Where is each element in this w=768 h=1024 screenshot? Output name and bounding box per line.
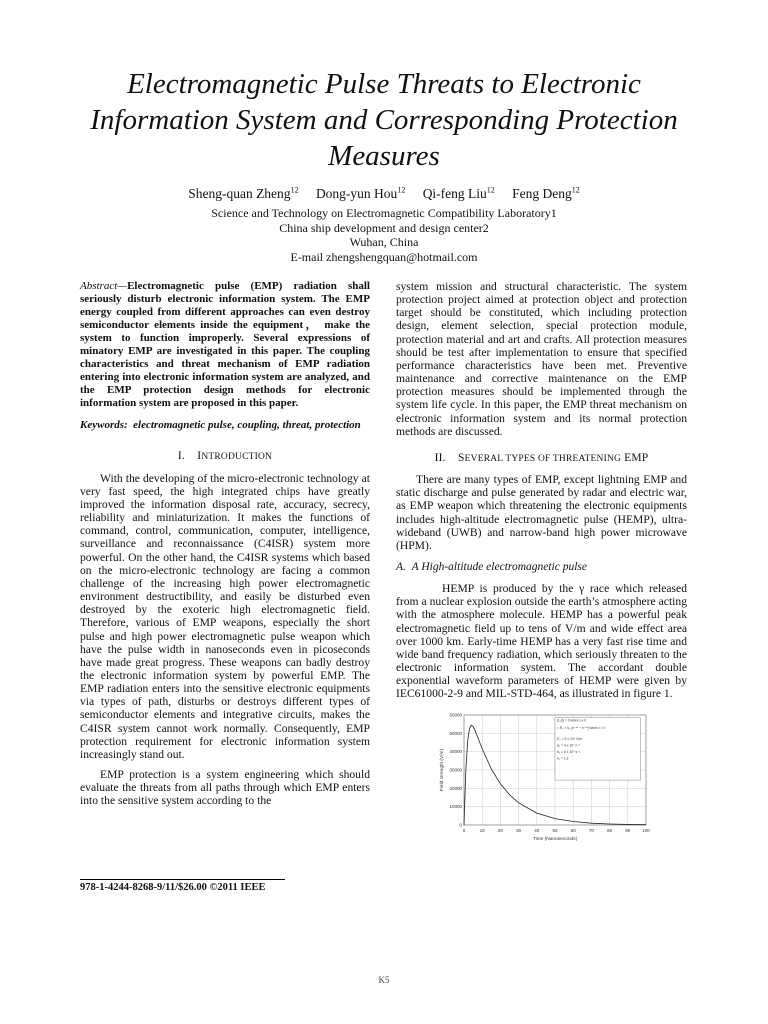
footnote-rule	[80, 879, 285, 880]
author: Sheng-quan Zheng$^{12}$	[188, 185, 299, 201]
page-number: K5	[378, 975, 390, 985]
paragraph: With the developing of the micro-electronic technology at very fast speed, the high integrated chips have greatly improved the information disposal rate, accuracy, secrecy, reliability and miniaturization. It makes the functions of command, control, communication, computer, intelligence, surveillance and reconnaissance (C4ISR) system more powerful. On the other hand, the C4ISR systems which based on the micro-electronic technology are facing a common challenge of the increasing high power electromagnetic environment destructibility, and easily be disturbed even destroyed by the exoteric high electromagnetic field. Therefore, various of EMP weapons, especially the short pulse and high power electromagnetic pulse weapon which have the pulse width in nanoseconds even in picoseconds have made great progress. These weapons can badly destroy the electronic information system by powerful EMP. The EMP radiation enters into the sensitive electronic equipments via types of path, disturbs or destroys different types of semiconductor elements and integrative circuits, makes the C4ISR system cannot work normally. Consequently, EMP protection requirement for electronic information system increasingly stand out.	[80, 471, 370, 761]
y-axis-label: Field strength (V/m)	[440, 748, 445, 791]
affiliation-line: China ship development and design center2	[279, 220, 489, 235]
x-tick-label: 50	[552, 827, 558, 833]
y-tick-label: 60000	[449, 712, 462, 718]
author-list	[60, 186, 708, 202]
x-tick-label: 60	[570, 827, 576, 833]
equation-text: = E₀ × k₁ (e⁻ᵃᵗ − e⁻ᵇᵗ) when t > 0	[557, 725, 606, 730]
y-tick-label: 40000	[449, 748, 462, 754]
paragraph: There are many types of EMP, except lightning EMP and static discharge and pulse generated by radar and electric war, as EMP weapon which threatening the electronic equipments includes high-altitude electromagnetic pulse (HEMP), ultra-wideband (UWB) and narrow-band high power microwave (HPM).	[396, 473, 687, 552]
y-tick-label: 30000	[449, 767, 462, 773]
paper-title: Electromagnetic Pulse Threats to Electronic Information System and Corresponding Protection Measures	[90, 68, 678, 172]
paragraph: HEMP is produced by the γ race which released from a nuclear explosion outside the earth’s atmosphere acting with the atmosphere molecule. HEMP has a powerful peak electromagnetic field up to tens of V/m and wide effect area over 1000 km. Early-time HEMP has a very fast rise time and wide band frequency radiation, which seriously threaten to the electronic information system. The accordant double exponential waveform parameters of HEMP were given by IEC61000-2-9 and MIL-STD-464, as illustrated in figure 1.	[396, 582, 687, 701]
author: Dong-yun Hou$^{12}$	[315, 185, 406, 201]
x-tick-label: 100	[642, 827, 650, 833]
x-tick-label: 10	[479, 827, 485, 833]
author: Qi-feng Liu$^{12}$	[422, 185, 495, 201]
x-tick-label: 90	[625, 827, 631, 833]
affiliation-block	[60, 206, 708, 264]
y-tick-label: 0	[459, 822, 462, 828]
keywords: Keywords: electromagnetic pulse, coupling, threat, protection	[80, 419, 361, 432]
section-heading-threat-types: II. SEVERAL TYPES OF THREATENING EMP	[434, 451, 649, 464]
hemp-waveform-chart	[434, 709, 654, 844]
equation-text: b₁ = 6 x 10⁸ s⁻¹	[557, 749, 581, 754]
hemp-waveform-figure	[434, 709, 654, 844]
affiliation-email: E-mail zhengshengquan@hotmail.com	[290, 249, 478, 264]
x-tick-label: 40	[534, 827, 540, 833]
left-column	[80, 280, 370, 808]
author: Feng Deng$^{12}$	[512, 185, 580, 201]
right-column	[396, 280, 687, 844]
subsection-heading-hemp: A. A High-altitude electromagnetic pulse	[396, 560, 587, 573]
affiliation-line: Wuhan, China	[349, 235, 419, 249]
x-tick-label: 0	[462, 827, 466, 833]
x-tick-label: 20	[497, 827, 503, 833]
equation-text: a₁ = 4 x 10⁷ s⁻¹	[557, 742, 580, 747]
section-heading-introduction: I. INTRODUCTION	[177, 450, 273, 463]
x-tick-label: 80	[607, 827, 613, 833]
x-tick-label: 30	[516, 827, 522, 833]
equation-text: E₀ = 5 x 10⁴ V/m	[557, 736, 583, 741]
x-tick-label: 70	[588, 827, 594, 833]
equation-text: E₀(t) = 0 when t ≤ 0	[557, 718, 587, 723]
affiliation-line: Science and Technology on Electromagnetic Compatibility Laboratory1	[211, 206, 557, 220]
paragraph: system mission and structural characteristic. The system protection project aimed at protection object and protection target should be constituted, which including protection design, element selection, special protection module, protection material and art and crafts. All protection measures should be test after implementation to ensure that specified performance characteristics have been met. Preventive maintenance and corrective maintenance on the EMP protection measures should be implemented through the system life cycle. In this paper, the EMP threat mechanism on electronic information system and its normal protection methods are discussed.	[396, 280, 687, 438]
y-tick-label: 50000	[449, 730, 462, 736]
y-tick-label: 10000	[449, 803, 462, 809]
copyright-line: 978-1-4244-8268-9/11/$26.00 ©2011 IEEE	[80, 882, 266, 893]
abstract: Abstract—Electromagnetic pulse (EMP) radiation shall seriously disturb electronic information system. The EMP energy coupled from different approaches can even destroy semiconductor elements inside the equipment， make the system to function improperly. Several expressions of minatory EMP are investigated in this paper. The coupling characteristics and threat mechanism of EMP radiation entering into electronic information system are analyzed, and the EMP protection design methods for electronic information system are proposed in this paper.	[80, 280, 370, 410]
paragraph: EMP protection is a system engineering which should evaluate the threats from all paths through which EMP enters into the sensitive system according to the	[80, 768, 370, 808]
equation-text: k₁ = 1.3	[557, 755, 569, 760]
x-axis-label: Time (Nanoseconds)	[532, 836, 578, 842]
y-tick-label: 20000	[449, 785, 462, 791]
